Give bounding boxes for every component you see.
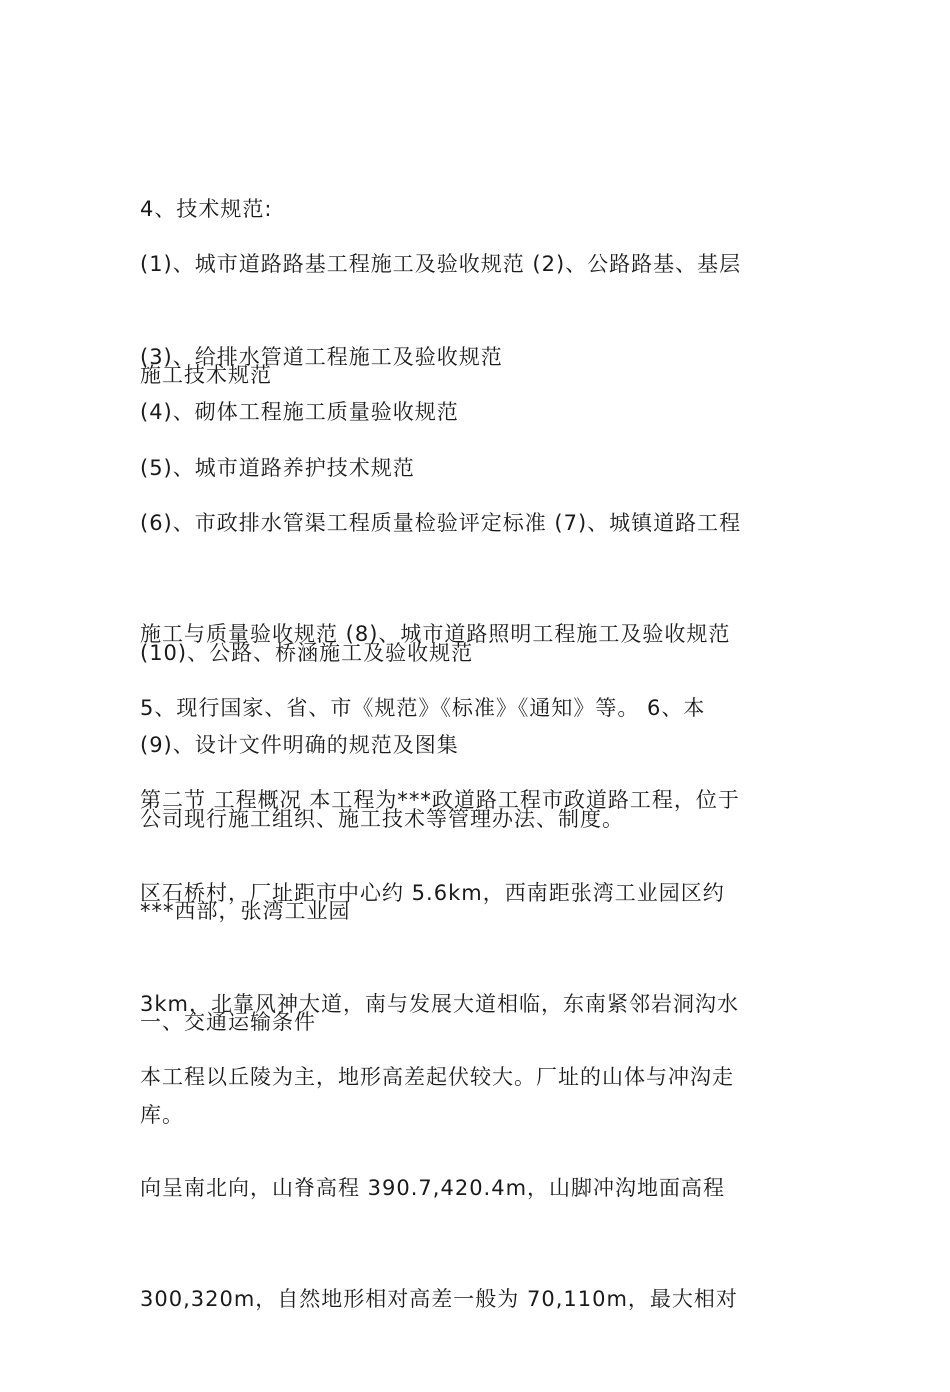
text-line: (4)、砌体工程施工质量验收规范 — [140, 400, 459, 424]
text-line: (10)、公路、桥涵施工及验收规范 — [140, 641, 474, 665]
text-line: 施工技术规范 — [140, 363, 272, 387]
text-line: 300,320m，自然地形相对高差一般为 70,110m，最大相对 — [140, 1287, 738, 1311]
text-line: (9)、设计文件明确的规范及图集 — [140, 733, 459, 757]
text-line: (3)、给排水管道工程施工及验收规范 — [140, 345, 503, 369]
text-line: (1)、城市道路路基工程施工及验收规范 (2)、公路路基、基层 — [140, 252, 742, 276]
text-line: 3km，北靠风神大道，南与发展大道相临，东南紧邻岩洞沟水 — [140, 992, 739, 1016]
text-line: 一、交通运输条件 — [140, 1010, 316, 1034]
text-line: 5、现行国家、省、市《规范》《标准》《通知》等。 6、本 — [140, 696, 706, 720]
text-line: 向呈南北向，山脊高程 390.7,420.4m，山脚冲沟地面高程 — [140, 1176, 726, 1200]
text-line: 本工程以丘陵为主，地形高差起伏较大。厂址的山体与冲沟走 — [140, 1065, 734, 1089]
text-line: 库。 — [140, 1103, 184, 1127]
text-line: 区石桥村，厂址距市中心约 5.6km，西南距张湾工业园区约 — [140, 881, 725, 905]
text-line: ***西部，张湾工业园 — [140, 899, 351, 923]
text-line: (5)、城市道路养护技术规范 — [140, 456, 415, 480]
text-line: 第二节 工程概况 本工程为***政道路工程市政道路工程，位于 — [140, 788, 740, 812]
paragraph-terrain — [140, 985, 812, 1392]
text-line: 施工与质量验收规范 (8)、城市道路照明工程施工及验收规范 — [140, 622, 731, 646]
text-line: 4、技术规范: — [140, 197, 273, 221]
text-line: 公司现行施工组织、施工技术等管理办法、制度。 — [140, 807, 624, 831]
text-line: (6)、市政排水管渠工程质量检验评定标准 (7)、城镇道路工程 — [140, 511, 742, 535]
